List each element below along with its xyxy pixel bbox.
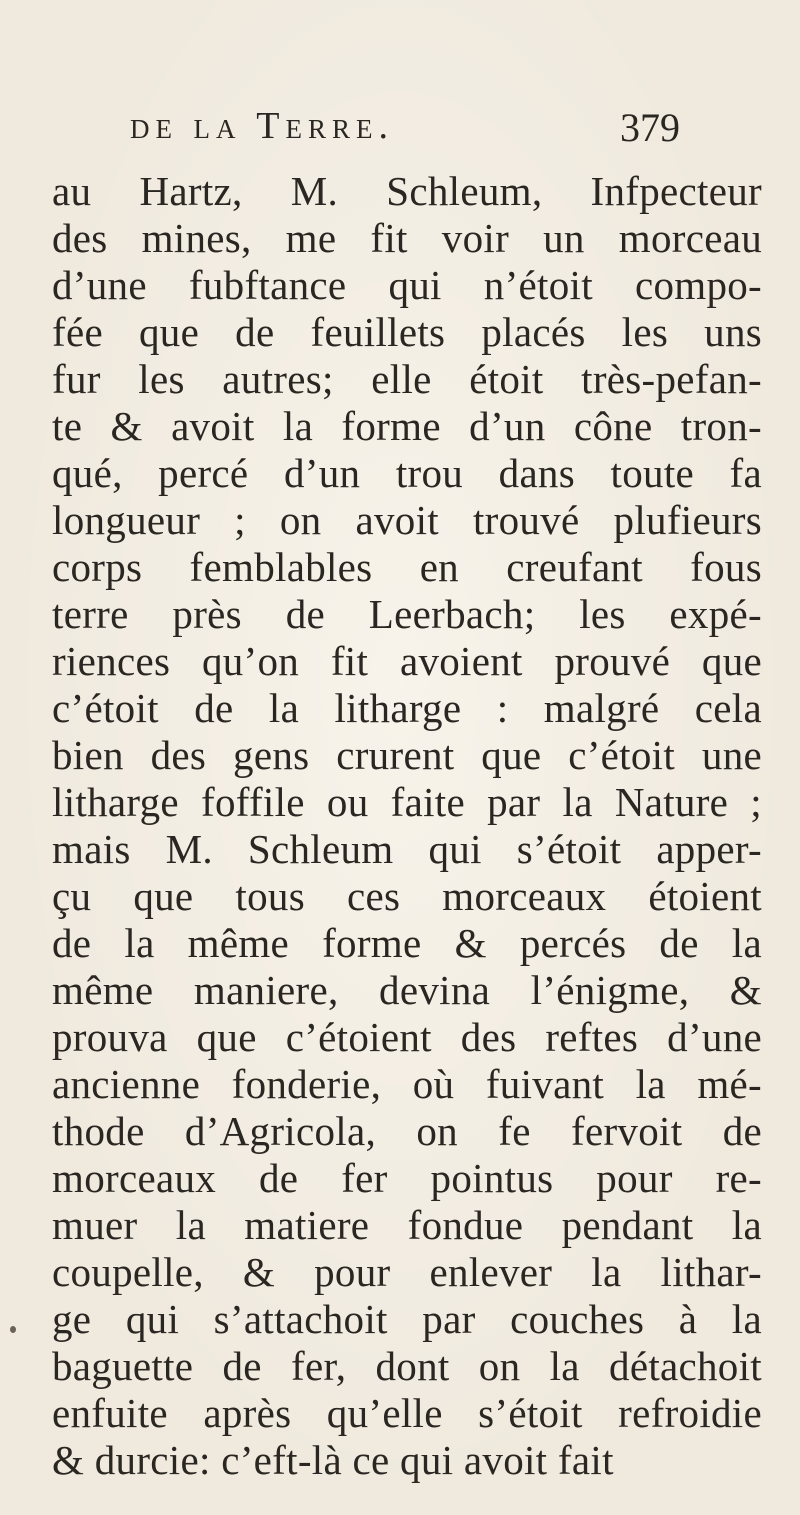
text-line: des mines, me fit voir un morceau xyxy=(52,215,762,261)
running-title: de la Terre. xyxy=(130,105,395,147)
body-text xyxy=(52,168,762,1484)
text-line: corps femblables en creufant fous xyxy=(52,544,762,590)
text-line: litharge foffile ou faite par la Nature ; xyxy=(52,779,762,825)
text-line: au Hartz, M. Schleum, Infpecteur xyxy=(52,168,762,214)
text-line: bien des gens crurent que c’étoit une xyxy=(52,732,762,778)
text-line: enfuite après qu’elle s’étoit refroidie xyxy=(52,1390,762,1436)
text-line: fée que de feuillets placés les uns xyxy=(52,309,762,355)
text-line: d’une fubftance qui n’étoit compo- xyxy=(52,262,762,308)
text-line: coupelle, & pour enlever la lithar- xyxy=(52,1249,762,1295)
page-number: 379 xyxy=(620,105,680,150)
text-line: fur les autres; elle étoit très-pefan- xyxy=(52,356,762,402)
text-line: terre près de Leerbach; les expé- xyxy=(52,591,762,637)
text-line: mais M. Schleum qui s’étoit apper- xyxy=(52,826,762,872)
text-line: muer la matiere fondue pendant la xyxy=(52,1202,762,1248)
text-line: çu que tous ces morceaux étoient xyxy=(52,873,762,919)
page-header xyxy=(110,100,710,160)
text-line: longueur ; on avoit trouvé plufieurs xyxy=(52,497,762,543)
text-line: ancienne fonderie, où fuivant la mé- xyxy=(52,1061,762,1107)
paper-speck xyxy=(10,1326,16,1333)
text-line: de la même forme & percés de la xyxy=(52,920,762,966)
text-line: baguette de fer, dont on la détachoit xyxy=(52,1343,762,1389)
text-line: te & avoit la forme d’un cône tron- xyxy=(52,403,762,449)
text-line: morceaux de fer pointus pour re- xyxy=(52,1155,762,1201)
text-line: prouva que c’étoient des reftes d’une xyxy=(52,1014,762,1060)
text-line: même maniere, devina l’énigme, & xyxy=(52,967,762,1013)
text-line: thode d’Agricola, on fe fervoit de xyxy=(52,1108,762,1154)
text-line: ge qui s’attachoit par couches à la xyxy=(52,1296,762,1342)
text-line: & durcie: c’eft-là ce qui avoit fait xyxy=(52,1437,614,1483)
text-line: c’étoit de la litharge : malgré cela xyxy=(52,685,762,731)
text-line: qué, percé d’un trou dans toute fa xyxy=(52,450,762,496)
text-line: riences qu’on fit avoient prouvé que xyxy=(52,638,762,684)
